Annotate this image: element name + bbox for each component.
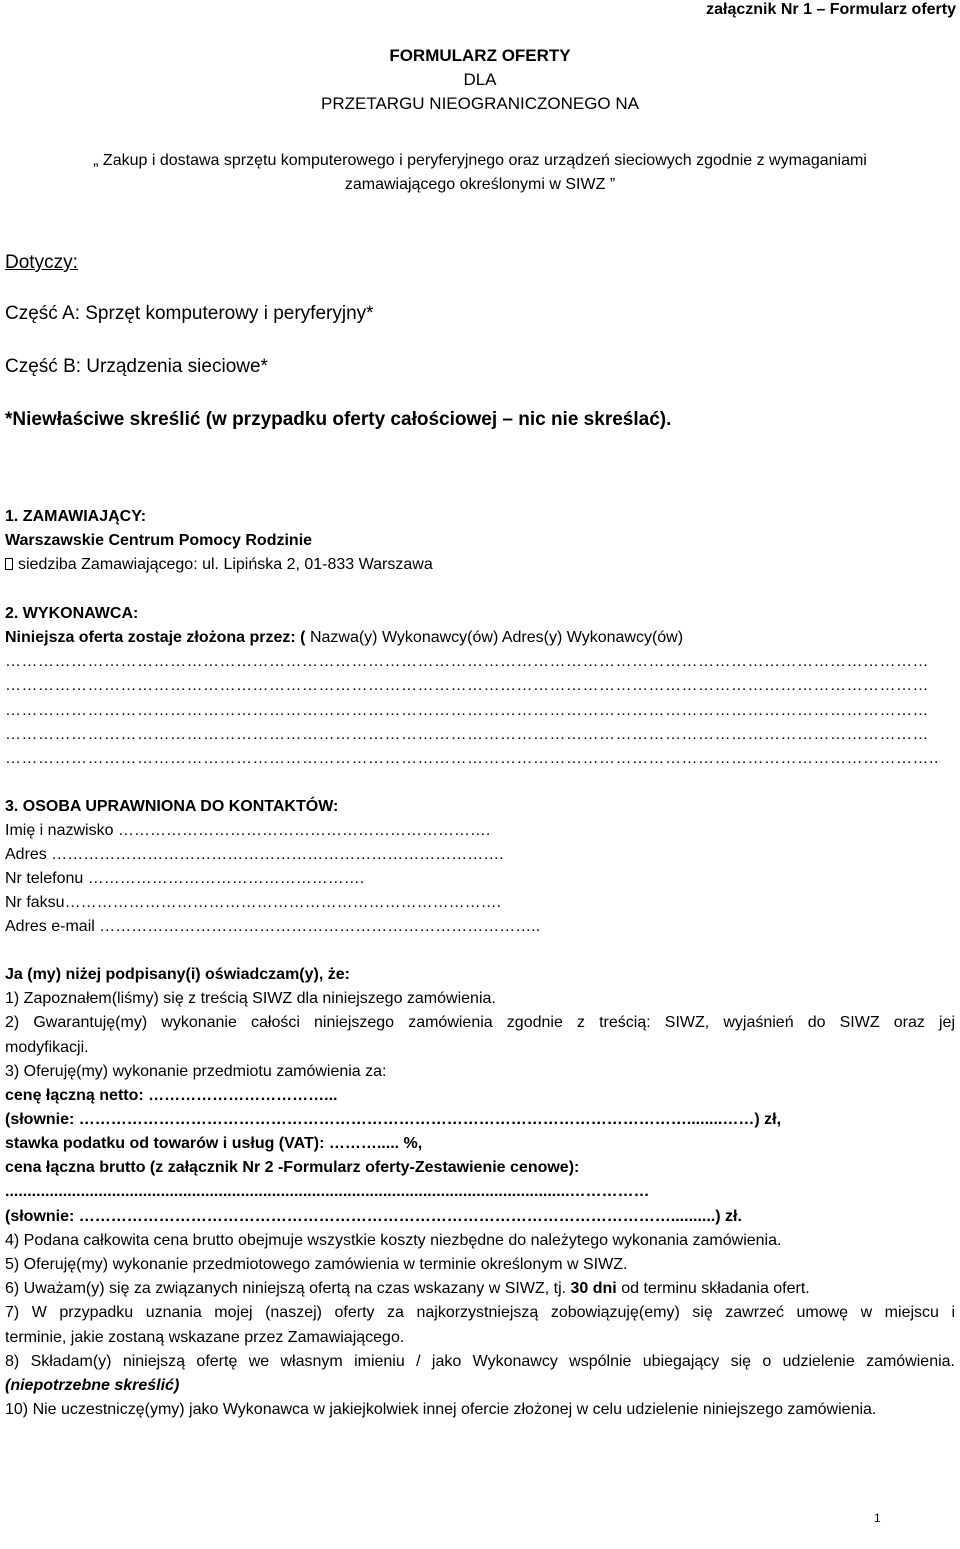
section2-heading: 2. WYKONAWCA: — [5, 605, 139, 622]
subject-line-1: „ Zakup i dostawa sprzętu komputerowego i peryferyjnego oraz urządzeń sieciowych zgodnie z wymaganiami — [93, 152, 867, 169]
form-title-tender-type: PRZETARGU NIEOGRANICZONEGO NA — [321, 94, 639, 113]
gross-price-field[interactable]: ...............................................................................................................................…………… — [5, 1183, 650, 1200]
form-title-for: DLA — [463, 70, 497, 89]
section3-heading: 3. OSOBA UPRAWNIONA DO KONTAKTÓW: — [5, 798, 339, 815]
ordering-party-address — [5, 555, 433, 575]
declaration-item-2-line-1: 2) Gwarantuję(my) wykonanie całości niniejszego zamówienia zgodnie z treścią: SIWZ, wyjaśnień do SIWZ oraz jej — [5, 1014, 955, 1031]
item-6-days: 30 dni — [570, 1280, 617, 1297]
declaration-item-6 — [5, 1279, 810, 1299]
part-a: Część A: Sprzęt komputerowy i peryferyjny* — [5, 303, 374, 324]
strike-note: *Niewłaściwe skreślić (w przypadku oferty całościowej – nic nie skreślać). — [5, 409, 672, 430]
gross-price-label: cena łączna brutto (z załącznik Nr 2 -Formularz oferty-Zestawienie cenowe): — [5, 1159, 580, 1176]
declaration-item-2-line-2: modyfikacji. — [5, 1039, 89, 1056]
net-price-words-field[interactable]: (słownie: ……………………………………………………………………………………………………........……) zł, — [5, 1111, 782, 1128]
part-b: Część B: Urządzenia sieciowe* — [5, 356, 268, 377]
contractor-dot-line-3[interactable]: …………………………………………………………………………………………………………………………………………………… — [5, 702, 929, 719]
contractor-dot-line-2[interactable]: …………………………………………………………………………………………………………………………………………………… — [5, 677, 929, 694]
contact-fax-field[interactable]: Nr faksu………………………………………………………………………. — [5, 894, 502, 911]
address-text: siedziba Zamawiającego: ul. Lipińska 2, 01-833 Warszawa — [18, 556, 433, 573]
net-price-field[interactable]: cenę łączną netto: ……………………………... — [5, 1087, 338, 1104]
subject-line-2: zamawiającego określonymi w SIWZ ” — [344, 176, 616, 193]
declaration-item-7-line-1: 7) W przypadku uznania mojej (naszej) oferty za najkorzystniejszą zobowiązuję(emy) się zawrzeć umowę w miejscu i — [5, 1304, 955, 1321]
contact-phone-field[interactable]: Nr telefonu ……………………………………………. — [5, 870, 365, 887]
contractor-intro-bold: Niniejsza oferta zostaje złożona przez: ( — [5, 629, 306, 646]
declaration-item-7-line-2: terminie, jakie zostaną wskazane przez Zamawiającego. — [5, 1329, 405, 1346]
declaration-item-3: 3) Oferuję(my) wykonanie przedmiotu zamówienia za: — [5, 1063, 387, 1080]
gross-price-words-field[interactable]: (słownie: …………………………………………………………………………………………………..........) zł. — [5, 1208, 742, 1225]
declaration-item-10: 10) Nie uczestniczę(ymy) jako Wykonawca w jakiejkolwiek innej ofercie złożonej w celu udzielenie niniejszego zamówienia. — [5, 1401, 877, 1418]
item-6-text-end: od terminu składania ofert. — [616, 1280, 810, 1297]
form-title: FORMULARZ OFERTY — [389, 46, 571, 65]
contractor-dot-line-1[interactable]: …………………………………………………………………………………………………………………………………………………… — [5, 653, 929, 670]
attachment-header: załącznik Nr 1 – Formularz oferty — [706, 1, 956, 18]
declaration-item-5: 5) Oferuję(my) wykonanie przedmiotowego zamówienia w terminie określonym w SIWZ. — [5, 1256, 628, 1273]
contact-address-field[interactable]: Adres …………………………………………………………………………. — [5, 846, 504, 863]
contractor-intro — [5, 628, 683, 648]
item-6-text: 6) Uważam(y) się za związanych niniejszą ofertą na czas wskazany w SIWZ, tj. — [5, 1280, 571, 1297]
contact-name-field[interactable]: Imię i nazwisko ……………………………………………………………. — [5, 822, 491, 839]
contractor-dot-line-5[interactable]: …………………………………………………………………………………………………………………………………………………….. — [5, 750, 939, 767]
bullet-icon — [5, 558, 13, 570]
contractor-dot-line-4[interactable]: …………………………………………………………………………………………………………………………………………………… — [5, 726, 929, 743]
page-number: 1 — [874, 1511, 881, 1525]
section1-heading: 1. ZAMAWIAJĄCY: — [5, 508, 147, 525]
declaration-item-1: 1) Zapoznałem(liśmy) się z treścią SIWZ dla niniejszego zamówienia. — [5, 990, 496, 1007]
concerns-label: Dotyczy: — [5, 252, 78, 273]
declaration-item-8-note: (niepotrzebne skreślić) — [5, 1377, 180, 1394]
ordering-party-name: Warszawskie Centrum Pomocy Rodzinie — [5, 532, 313, 549]
declaration-heading: Ja (my) niżej podpisany(i) oświadczam(y), że: — [5, 966, 350, 983]
declaration-item-4: 4) Podana całkowita cena brutto obejmuje wszystkie koszty niezbędne do należytego wykonania zamówienia. — [5, 1232, 782, 1249]
contact-email-field[interactable]: Adres e-mail ……………………………………………………………………….. — [5, 918, 541, 935]
contractor-intro-rest: Nazwa(y) Wykonawcy(ów) Adres(y) Wykonawcy(ów) — [305, 629, 684, 646]
vat-rate-field[interactable]: stawka podatku od towarów i usług (VAT): ………..... %, — [5, 1135, 423, 1152]
declaration-item-8-line-1: 8) Składam(y) niniejszą ofertę we własnym imieniu / jako Wykonawcy wspólnie ubiegający się o udzielenie zamówienia. — [5, 1353, 955, 1370]
